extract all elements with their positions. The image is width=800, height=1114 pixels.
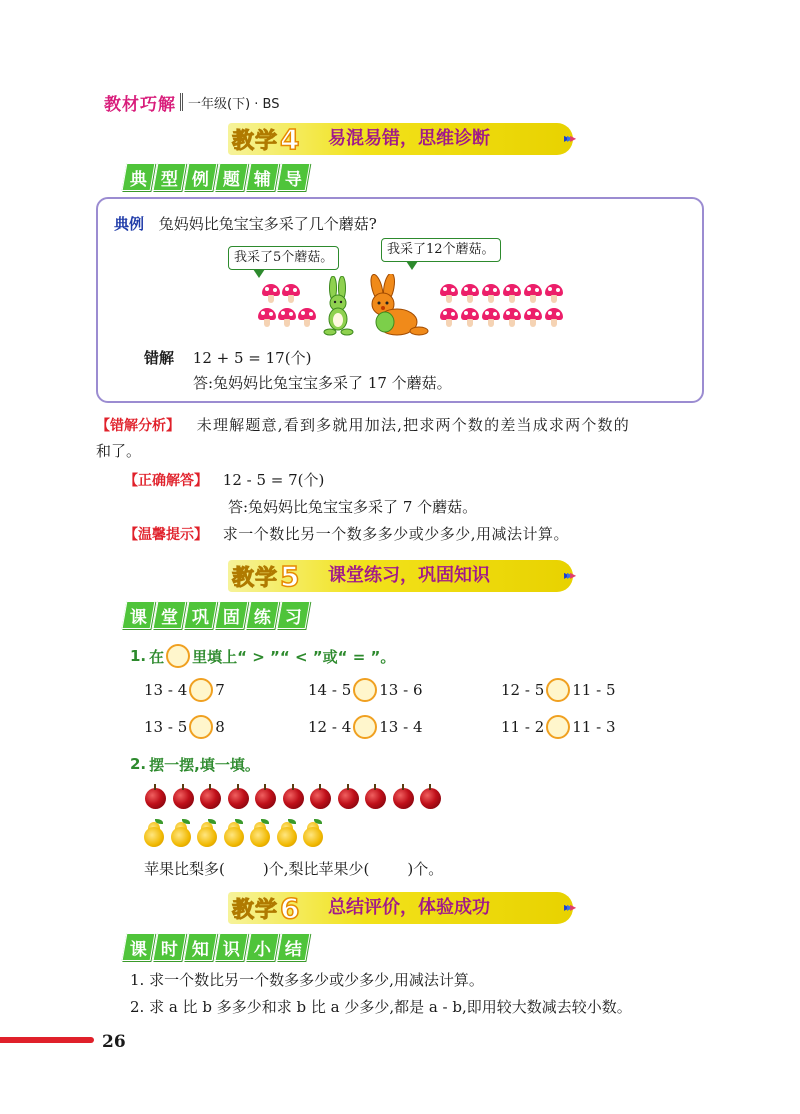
wrong-equation: 12 + 5 = 17(个): [192, 349, 312, 367]
compare-circle-input[interactable]: [546, 715, 570, 739]
question-1-post: 里填上“ > ”“ < ”或“ = ”。: [192, 647, 396, 666]
mushroom-icon: [298, 308, 316, 327]
compare-item: [501, 714, 616, 740]
question-2-fill-line: [144, 858, 443, 880]
pear-icon: [144, 820, 164, 847]
analysis-text: 未理解题意,看到多就用加法,把求两个数的差当成求两个数的: [196, 416, 630, 434]
mushroom-icon: [545, 308, 563, 327]
correct-label: 【正确解答】: [124, 473, 208, 489]
apple-icon: [338, 788, 359, 809]
banner-number: 5: [280, 559, 301, 593]
compare-right: 11 - 5: [572, 681, 616, 699]
baby-rabbit-icon: [318, 276, 358, 338]
mushroom-icon: [503, 284, 521, 303]
compare-circle-input[interactable]: [353, 678, 377, 702]
section-banner-6: [228, 892, 600, 926]
summary-item-1: 1. 求一个数比另一个数多多少或少多少,用减法计算。: [130, 971, 484, 989]
compare-left: 14 - 5: [308, 681, 352, 699]
triple-arrow-icon: ▸▸▸: [564, 568, 574, 582]
subhead-typical-examples: [124, 162, 308, 192]
wrong-label: 错解: [144, 349, 175, 367]
summary-item-2: 2. 求 a 比 b 多多少和求 b 比 a 少多少,都是 a - b,即用较大数减去较小数。: [130, 998, 632, 1016]
apple-icon: [420, 788, 441, 809]
subhead-char: 课: [122, 601, 156, 629]
mushroom-icon: [258, 308, 276, 327]
mushroom-icon: [482, 284, 500, 303]
subhead-char: 知: [184, 933, 218, 961]
banner-tag-text: 教学: [232, 897, 279, 923]
pear-row: [144, 818, 344, 848]
subhead-char: 巩: [184, 601, 218, 629]
mushroom-icon: [461, 284, 479, 303]
example-question: 兔妈妈比兔宝宝多采了几个蘑菇?: [158, 215, 377, 233]
compare-item: [308, 677, 423, 703]
question-2-prompt: [130, 751, 260, 777]
mushroom-icon: [524, 308, 542, 327]
subhead-char: 结: [277, 933, 311, 961]
compare-left: 12 - 5: [501, 681, 545, 699]
triple-arrow-icon: ▸▸▸: [564, 131, 574, 145]
wrong-solution-line: [144, 347, 311, 369]
compare-right: 13 - 6: [379, 681, 423, 699]
subhead-char: 题: [215, 163, 249, 191]
banner-number: 4: [280, 122, 301, 156]
compare-right: 11 - 3: [572, 718, 616, 736]
banner-title: 易混易错，思维诊断: [328, 128, 490, 149]
question-2-number: 2.: [130, 755, 147, 773]
compare-right: 8: [215, 718, 225, 736]
mushroom-icon: [440, 308, 458, 327]
analysis-label: 【错解分析】: [96, 418, 180, 434]
question-2-title: 摆一摆,填一填。: [149, 755, 260, 774]
subhead-lesson-summary: [124, 932, 308, 962]
mushroom-icon: [278, 308, 296, 327]
fill-text-b: )个,梨比苹果少(: [262, 860, 370, 878]
fill-text-a: 苹果比梨多(: [144, 860, 225, 878]
banner-tag-text: 教学: [232, 565, 279, 591]
subhead-char: 辅: [246, 163, 280, 191]
pear-icon: [224, 820, 244, 847]
triple-arrow-icon: ▸▸▸: [564, 900, 574, 914]
banner-tag: [232, 124, 301, 154]
compare-left: 13 - 4: [144, 681, 188, 699]
apple-icon: [365, 788, 386, 809]
correct-solution-line: [124, 469, 324, 492]
subhead-char: 导: [277, 163, 311, 191]
subhead-char: 课: [122, 933, 156, 961]
tip-label: 【温馨提示】: [124, 527, 208, 543]
apple-icon: [393, 788, 414, 809]
subhead-char: 习: [277, 601, 311, 629]
pear-icon: [250, 820, 270, 847]
compare-circle-input[interactable]: [353, 715, 377, 739]
mushroom-icon: [282, 284, 300, 303]
book-brand: 教材巧解: [104, 94, 176, 115]
compare-circle-input[interactable]: [546, 678, 570, 702]
compare-circle-input[interactable]: [189, 678, 213, 702]
mushroom-icon: [482, 308, 500, 327]
subhead-char: 识: [215, 933, 249, 961]
mushroom-icon: [262, 284, 280, 303]
compare-circle-input[interactable]: [189, 715, 213, 739]
banner-tag: [232, 561, 301, 591]
compare-right: 13 - 4: [379, 718, 423, 736]
subhead-char: 堂: [153, 601, 187, 629]
banner-number: 6: [280, 891, 301, 925]
correct-answer: 答:兔妈妈比兔宝宝多采了 7 个蘑菇。: [228, 498, 478, 516]
apple-icon: [255, 788, 276, 809]
subhead-char: 例: [184, 163, 218, 191]
subhead-char: 典: [122, 163, 156, 191]
tip-line: [124, 523, 569, 546]
speech-bubble-baby: 我采了5个蘑菇。: [228, 246, 339, 270]
fill-text-c: )个。: [407, 860, 444, 878]
compare-item: [144, 714, 225, 740]
banner-tag: [232, 893, 301, 923]
mom-rabbit-icon: [363, 274, 429, 338]
apple-icon: [173, 788, 194, 809]
mushroom-group-mom: [440, 284, 570, 332]
mushroom-icon: [524, 284, 542, 303]
question-1-prompt: [130, 643, 395, 669]
banner-tag-text: 教学: [232, 128, 279, 154]
apple-icon: [283, 788, 304, 809]
subhead-char: 练: [246, 601, 280, 629]
apple-icon: [228, 788, 249, 809]
example-question-line: [114, 213, 377, 235]
subhead-char: 时: [153, 933, 187, 961]
mushroom-icon: [503, 308, 521, 327]
compare-right: 7: [215, 681, 225, 699]
page-number: 26: [102, 1032, 126, 1052]
correct-equation: 12 - 5 = 7(个): [222, 471, 325, 489]
section-banner-5: [228, 560, 600, 594]
mushroom-icon: [440, 284, 458, 303]
grade-label: 一年级(下) · BS: [188, 96, 280, 112]
apple-icon: [310, 788, 331, 809]
compare-item: [501, 677, 616, 703]
banner-title: 课堂练习，巩固知识: [328, 565, 490, 586]
pear-icon: [277, 820, 297, 847]
compare-left: 13 - 5: [144, 718, 188, 736]
mushroom-group-baby: [258, 284, 318, 332]
mushroom-icon: [545, 284, 563, 303]
mushroom-icon: [461, 308, 479, 327]
banner-title: 总结评价，体验成功: [328, 897, 490, 918]
speech-bubble-mom: 我采了12个蘑菇。: [381, 238, 501, 262]
question-1-number: 1.: [130, 647, 147, 665]
subhead-char: 型: [153, 163, 187, 191]
example-label: 典例: [114, 215, 145, 233]
answer-circle-icon: [166, 644, 190, 668]
subhead-char: 固: [215, 601, 249, 629]
apple-row: [145, 786, 455, 810]
section-banner-4: [228, 123, 600, 157]
compare-item: [144, 677, 225, 703]
pear-icon: [197, 820, 217, 847]
footer-bar: [0, 1037, 94, 1043]
pear-icon: [171, 820, 191, 847]
subhead-class-practice: [124, 600, 308, 630]
question-1-pre: 在: [149, 647, 165, 666]
tip-text: 求一个数比另一个数多多少或少多少,用减法计算。: [222, 525, 570, 543]
apple-icon: [200, 788, 221, 809]
running-header: [104, 91, 279, 113]
analysis-line-2: 和了。: [96, 442, 142, 460]
compare-item: [308, 714, 423, 740]
compare-left: 11 - 2: [501, 718, 545, 736]
apple-icon: [145, 788, 166, 809]
wrong-answer: 答:兔妈妈比兔宝宝多采了 17 个蘑菇。: [193, 374, 452, 392]
pear-icon: [303, 820, 323, 847]
compare-left: 12 - 4: [308, 718, 352, 736]
header-divider: [180, 93, 183, 111]
subhead-char: 小: [246, 933, 280, 961]
analysis-line-1: [96, 414, 630, 437]
